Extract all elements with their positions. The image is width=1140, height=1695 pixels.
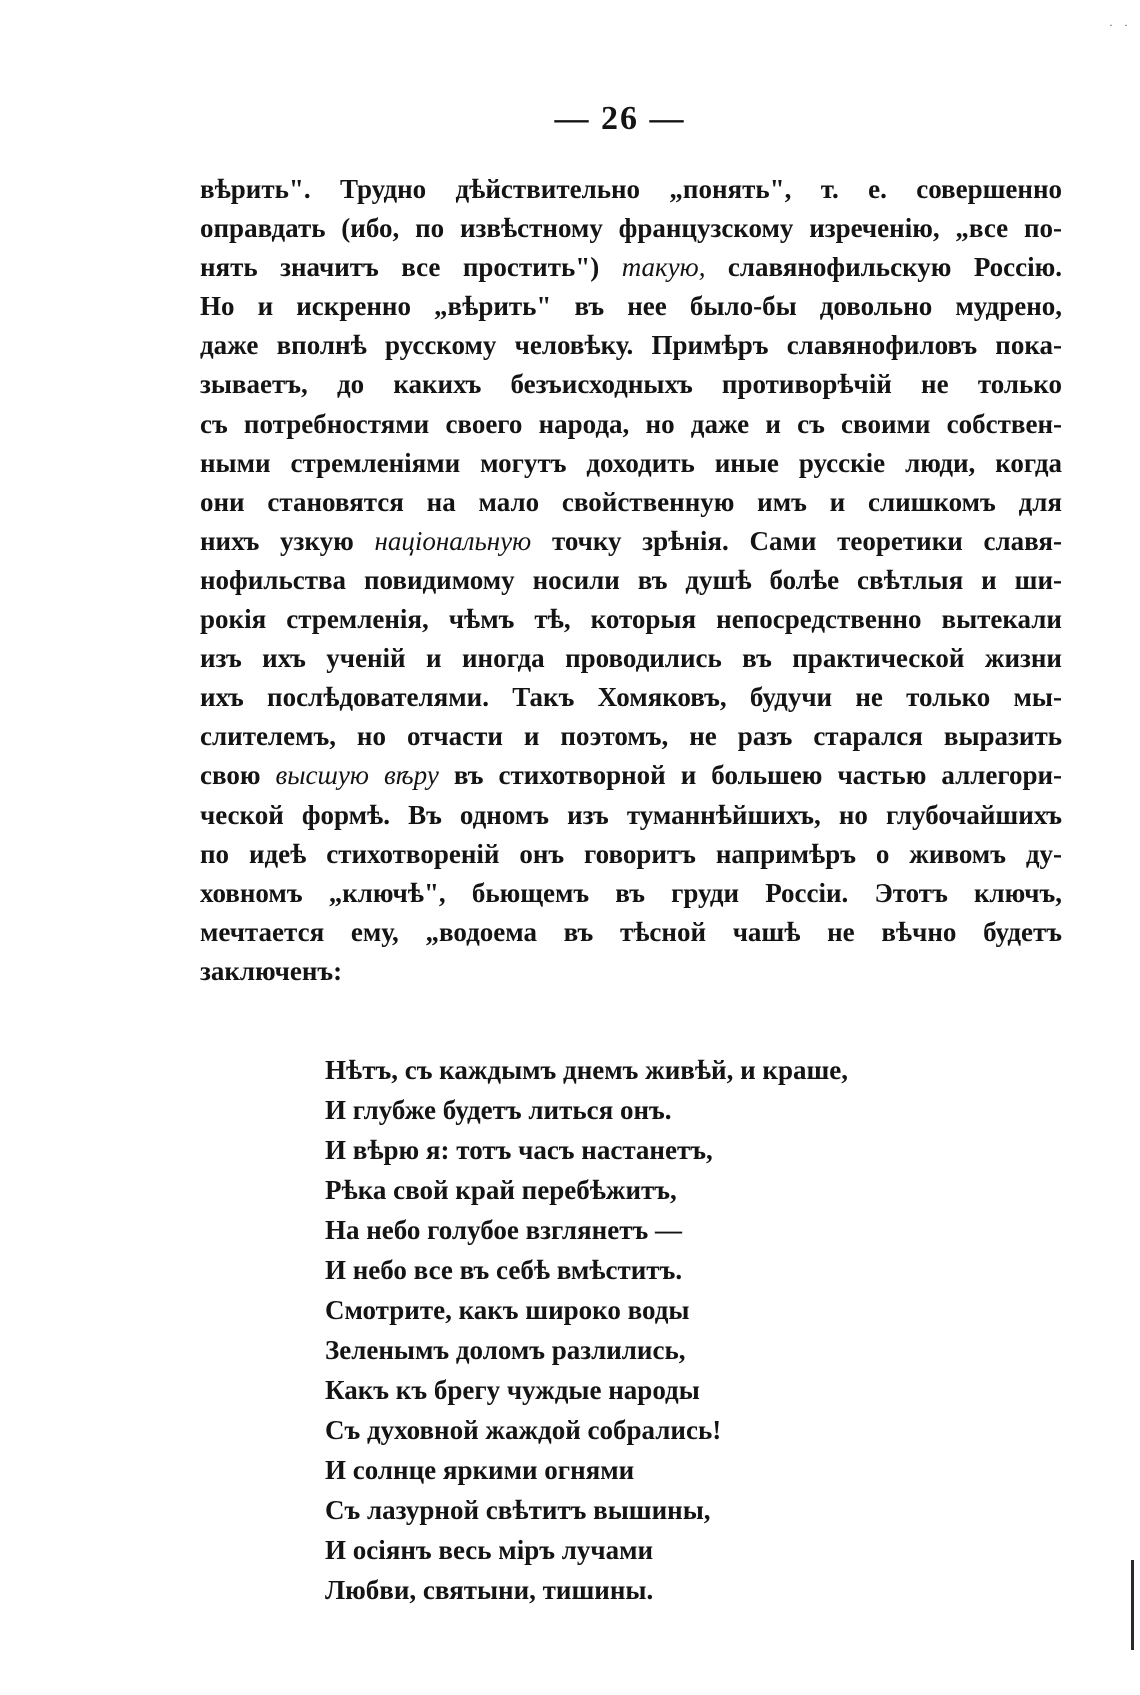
prose-text: они становятся на мало свойственную имъ и слишкомъ для xyxy=(200,486,1062,517)
prose-line xyxy=(200,796,1062,835)
prose-text: нихъ узкую xyxy=(200,525,375,556)
prose-line xyxy=(200,170,1062,209)
prose-line xyxy=(200,405,1062,444)
prose-text: рокія стремленія, чѣмъ тѣ, которыя непосредственно вытекали xyxy=(200,604,1062,635)
poem-line: Рѣка свой край перебѣжитъ, xyxy=(325,1175,677,1205)
poem-line: И небо все въ себѣ вмѣститъ. xyxy=(325,1255,683,1285)
poem-line: Зеленымъ доломъ разлились, xyxy=(325,1335,686,1365)
prose-line xyxy=(200,913,1062,952)
italic-emphasis: высшую вѣру xyxy=(275,760,439,791)
poem-line: И глубже будетъ литься онъ. xyxy=(325,1095,672,1125)
poem-line: И вѣрю я: тотъ часъ настанетъ, xyxy=(325,1135,713,1165)
prose-line xyxy=(200,874,1062,913)
prose-line xyxy=(200,483,1062,522)
prose-text: вѣрить". Трудно дѣйствительно „понять", т. е. совершенно xyxy=(200,174,1062,204)
prose-line xyxy=(200,444,1062,483)
poem-line: Нѣтъ, съ каждымъ днемъ живѣй, и краше, xyxy=(325,1055,848,1085)
poem-line: Любви, святыни, тишины. xyxy=(325,1575,654,1605)
prose-line xyxy=(200,209,1062,248)
poem-line: На небо голубое взглянетъ — xyxy=(325,1215,682,1245)
prose-line xyxy=(200,717,1062,756)
prose-text: нять значитъ все простить") xyxy=(200,252,622,283)
prose-text: ихъ послѣдователями. Такъ Хомяковъ, будучи не только мы- xyxy=(200,682,1062,713)
prose-text: даже вполнѣ русскому человѣку. Примѣръ славянофиловъ пока- xyxy=(200,330,1062,361)
poem-line: Съ лазурной свѣтитъ вышины, xyxy=(325,1495,711,1525)
margin-mark xyxy=(1131,1560,1134,1650)
italic-emphasis: національную xyxy=(374,525,532,556)
poem-line: И солнце яркими огнями xyxy=(325,1455,635,1485)
prose-text: по идеѣ стихотвореній онъ говоритъ напримѣръ о живомъ ду- xyxy=(200,838,1062,869)
prose-line xyxy=(200,639,1062,678)
prose-text: ными стремленіями могутъ доходить иные русскіе люди, когда xyxy=(200,447,1062,478)
poem-line: Съ духовной жаждой собрались! xyxy=(325,1415,722,1445)
prose-line xyxy=(200,952,1062,991)
prose-text: точку зрѣнія. Сами теоретики славя- xyxy=(531,525,1062,556)
prose-paragraph xyxy=(200,170,1062,991)
prose-text: съ потребностями своего народа, но даже и съ своими собствен- xyxy=(200,408,1062,439)
prose-line xyxy=(200,756,1062,795)
prose-text: славянофильскую Россію. xyxy=(705,252,1062,283)
poem-block xyxy=(325,1050,1025,1610)
prose-text: свою xyxy=(200,760,276,791)
poem-line: Смотрите, какъ широко воды xyxy=(325,1295,690,1325)
prose-line xyxy=(200,835,1062,874)
prose-text: ческой формѣ. Въ одномъ изъ туманнѣйшихъ, но глубочайшихъ xyxy=(200,799,1062,830)
corner-dots: · · xyxy=(1109,18,1132,32)
prose-line xyxy=(200,600,1062,639)
prose-text: нофильства повидимому носили въ душѣ болѣе свѣтлыя и ши- xyxy=(200,564,1062,595)
prose-line xyxy=(200,365,1062,404)
prose-text: изъ ихъ ученій и иногда проводились въ практической жизни xyxy=(200,643,1062,674)
prose-line xyxy=(200,287,1062,326)
prose-line xyxy=(200,522,1062,561)
prose-text: заключенъ: xyxy=(200,955,343,986)
prose-line xyxy=(200,561,1062,600)
prose-line xyxy=(200,326,1062,365)
prose-text: слителемъ, но отчасти и поэтомъ, не разъ старался выразить xyxy=(200,721,1062,752)
prose-text: зываетъ, до какихъ безъисходныхъ противорѣчій не только xyxy=(200,369,1062,400)
prose-text: ховномъ „ключѣ", бьющемъ въ груди Россіи. Этотъ ключъ, xyxy=(200,877,1062,908)
italic-emphasis: такую, xyxy=(621,252,706,283)
poem-line: И осіянъ весь міръ лучами xyxy=(325,1535,654,1565)
prose-line xyxy=(200,678,1062,717)
prose-text: мечтается ему, „водоема въ тѣсной чашѣ не вѣчно будетъ xyxy=(200,916,1062,947)
prose-text: Но и искренно „вѣрить" въ нее было-бы довольно мудрено, xyxy=(200,291,1062,322)
prose-line xyxy=(200,248,1062,287)
prose-text: въ стихотворной и большею частью аллегори- xyxy=(438,760,1063,791)
page-number: — 26 — xyxy=(554,100,686,137)
prose-text: оправдать (ибо, по извѣстному французскому изреченію, „все по- xyxy=(200,213,1062,244)
poem-line: Какъ къ брегу чуждые народы xyxy=(325,1375,700,1405)
